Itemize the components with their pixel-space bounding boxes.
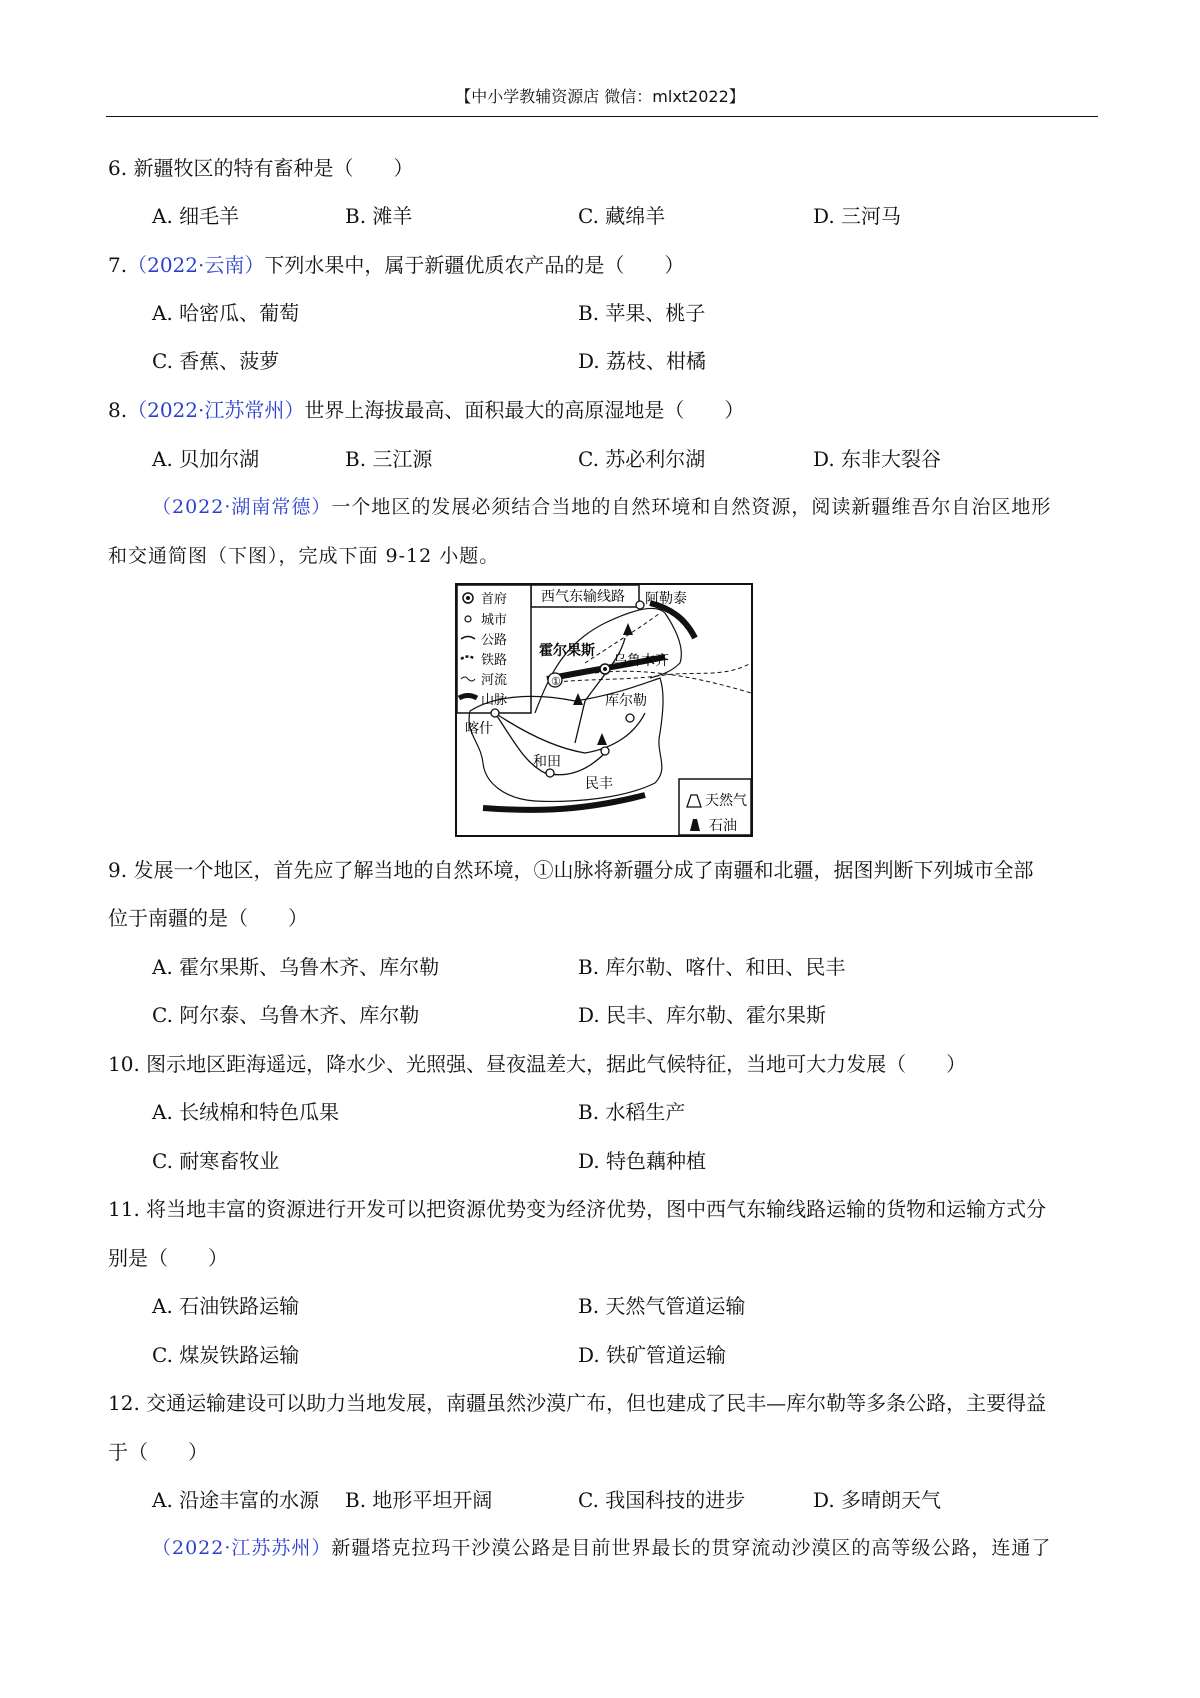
passage2-line1	[152, 1535, 1051, 1561]
passage1-line2: 和交通简图（下图），完成下面 9-12 小题。	[108, 545, 500, 567]
q12-option-b: B. 地形平坦开阔	[345, 1488, 493, 1512]
q11-stem-line2: 别是（ ）	[108, 1246, 228, 1270]
xinjiang-map	[455, 583, 753, 837]
passage1-source: （2022·湖南常德）	[152, 496, 332, 518]
city-hotan	[546, 769, 554, 777]
q11-option-c: C. 煤炭铁路运输	[152, 1343, 300, 1367]
q6-option-d: D. 三河马	[813, 204, 902, 228]
q9-stem-line2: 位于南疆的是（ ）	[108, 906, 308, 930]
label-urumqi: 乌鲁木齐	[613, 653, 669, 669]
q12-stem-line1: 12. 交通运输建设可以助力当地发展，南疆虽然沙漠广布，但也建成了民丰—库尔勒等多条公路，主要得益	[108, 1391, 1047, 1415]
legend-mountain: 山脉	[481, 693, 508, 708]
q12-option-d: D. 多晴朗天气	[813, 1488, 942, 1512]
passage1-text: 一个地区的发展必须结合当地的自然环境和自然资源，阅读新疆维吾尔自治区地形	[331, 496, 1052, 518]
label-hotan: 和田	[533, 754, 561, 770]
q8-option-b: B. 三江源	[345, 447, 433, 471]
q7-option-d: D. 荔枝、柑橘	[578, 349, 707, 373]
q11-option-a: A. 石油铁路运输	[152, 1294, 300, 1318]
label-minfeng: 民丰	[585, 776, 613, 792]
q12-option-a: A. 沿途丰富的水源	[152, 1488, 320, 1512]
q8-text: 世界上海拔最高、面积最大的高原湿地是（ ）	[304, 398, 745, 422]
passage2-source: （2022·江苏苏州）	[152, 1537, 332, 1559]
q10-option-b: B. 水稻生产	[578, 1100, 686, 1124]
q8-number: 8.	[108, 398, 128, 422]
q9-stem-line1: 9. 发展一个地区，首先应了解当地的自然环境，①山脉将新疆分成了南疆和北疆，据图判断下列城市全部	[108, 858, 1034, 882]
q7-source: （2022·云南）	[127, 253, 265, 277]
q8-option-c: C. 苏必利尔湖	[578, 447, 706, 471]
label-korla: 库尔勒	[605, 693, 647, 709]
q8-source: （2022·江苏常州）	[127, 398, 305, 422]
q7-option-b: B. 苹果、桃子	[578, 301, 706, 325]
city-altay	[636, 601, 644, 609]
passage1-line1	[152, 494, 1051, 520]
label-khorgos: 霍尔果斯	[539, 643, 595, 659]
resource-oil: 石油	[709, 818, 737, 834]
q11-option-b: B. 天然气管道运输	[578, 1294, 746, 1318]
header-rule	[106, 116, 1098, 117]
q7-text: 下列水果中，属于新疆优质农产品的是（ ）	[264, 253, 685, 277]
q10-option-c: C. 耐寒畜牧业	[152, 1149, 280, 1173]
q6-option-c: C. 藏绵羊	[578, 204, 666, 228]
q11-option-d: D. 铁矿管道运输	[578, 1343, 727, 1367]
q6-option-b: B. 滩羊	[345, 204, 413, 228]
pipeline-label: 西气东输线路	[541, 589, 625, 605]
q12-option-c: C. 我国科技的进步	[578, 1488, 746, 1512]
passage2-text: 新疆塔克拉玛干沙漠公路是目前世界最长的贯穿流动沙漠区的高等级公路，连通了	[331, 1537, 1052, 1559]
q10-option-d: D. 特色藕种植	[578, 1149, 707, 1173]
label-kashi: 喀什	[465, 721, 493, 737]
q9-option-b: B. 库尔勒、喀什、和田、民丰	[578, 955, 846, 979]
label-marker-one: ①	[551, 675, 561, 688]
q9-option-d: D. 民丰、库尔勒、霍尔果斯	[578, 1003, 827, 1027]
legend-capital: 首府	[481, 592, 508, 607]
q11-stem-line1: 11. 将当地丰富的资源进行开发可以把资源优势变为经济优势，图中西气东输线路运输的货物和运输方式分	[108, 1197, 1047, 1221]
legend-river: 河流	[481, 673, 508, 688]
q10-option-a: A. 长绒棉和特色瓜果	[152, 1100, 340, 1124]
q9-option-c: C. 阿尔泰、乌鲁木齐、库尔勒	[152, 1003, 420, 1027]
label-altay: 阿勒泰	[645, 591, 687, 607]
legend-railway: 铁路	[481, 653, 508, 668]
q8-option-a: A. 贝加尔湖	[152, 447, 260, 471]
q9-option-a: A. 霍尔果斯、乌鲁木齐、库尔勒	[152, 955, 440, 979]
q12-stem-line2: 于（ ）	[108, 1440, 208, 1464]
city-minfeng	[601, 747, 609, 755]
resource-gas: 天然气	[705, 793, 747, 809]
q10-stem: 10. 图示地区距海遥远，降水少、光照强、昼夜温差大，据此气候特征，当地可大力发展（ ）	[108, 1052, 967, 1076]
q6-option-a: A. 细毛羊	[152, 204, 240, 228]
city-kashi	[491, 709, 499, 717]
q6-stem: 6. 新疆牧区的特有畜种是（ ）	[108, 156, 414, 180]
q7-number: 7.	[108, 253, 128, 277]
legend-city: 城市	[481, 613, 508, 628]
q8-option-d: D. 东非大裂谷	[813, 447, 942, 471]
q7-option-c: C. 香蕉、菠萝	[152, 349, 280, 373]
mountain-symbol	[459, 696, 477, 699]
q7-option-a: A. 哈密瓜、葡萄	[152, 301, 300, 325]
city-korla	[626, 714, 634, 722]
q8-stem	[108, 397, 744, 423]
page-header: 【中小学教辅资源店 微信：mlxt2022】	[455, 87, 745, 106]
q7-stem	[108, 252, 684, 278]
legend-road: 公路	[481, 633, 508, 648]
